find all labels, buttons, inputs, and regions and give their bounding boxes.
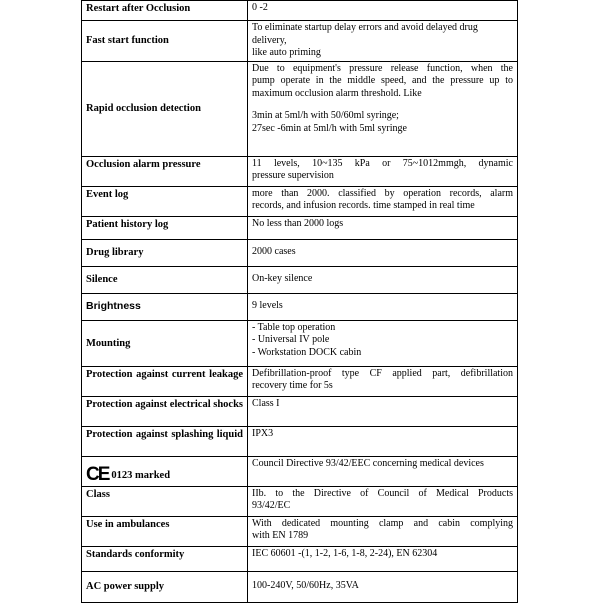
row-value: more than 2000. classified by operation records, alarm records, and infusion records. time stamped in real time	[248, 186, 518, 216]
row-label: Brightness	[82, 293, 248, 320]
table-row	[82, 61, 518, 156]
spec-sheet	[81, 0, 518, 603]
row-label: Protection against current leakage	[82, 366, 248, 396]
table-row	[82, 239, 518, 266]
row-value: No less than 2000 logs	[248, 216, 518, 239]
row-label: Patient history log	[82, 216, 248, 239]
table-row	[82, 21, 518, 62]
table-row	[82, 486, 518, 516]
row-value: To eliminate startup delay errors and avoid delayed drug delivery, like auto priming	[248, 21, 518, 62]
row-value: 2000 cases	[248, 239, 518, 266]
row-value: 9 levels	[248, 293, 518, 320]
row-label: AC power supply	[82, 571, 248, 602]
row-value: With dedicated mounting clamp and cabin complying with EN 1789	[248, 516, 518, 546]
row-value: 0 -2	[248, 1, 518, 21]
table-row	[82, 456, 518, 486]
table-row	[82, 266, 518, 293]
row-label: Fast start function	[82, 21, 248, 62]
table-row	[82, 426, 518, 456]
row-label: Occlusion alarm pressure	[82, 156, 248, 186]
row-value: Defibrillation-proof type CF applied part, defibrillation recovery time for 5s	[248, 366, 518, 396]
ce-label-cell	[82, 456, 248, 486]
table-row	[82, 396, 518, 426]
row-value: IEC 60601 -(1, 1-2, 1-6, 1-8, 2-24), EN 62304	[248, 546, 518, 571]
table-row	[82, 320, 518, 366]
ce-mark: CE	[86, 463, 109, 485]
table-row	[82, 516, 518, 546]
row-label: Class	[82, 486, 248, 516]
row-label: Rapid occlusion detection	[82, 61, 248, 156]
table-row	[82, 571, 518, 602]
row-label: Protection against electrical shocks	[82, 396, 248, 426]
row-label: Restart after Occlusion	[82, 1, 248, 21]
row-label: Silence	[82, 266, 248, 293]
row-value: Council Directive 93/42/EEC concerning medical devices	[248, 456, 518, 486]
table-row	[82, 366, 518, 396]
row-label: Protection against splashing liquid	[82, 426, 248, 456]
row-value: Due to equipment's pressure release function, when the pump operate in the middle speed, and the pressure up to maximum occlusion alarm threshold. Like 3min at 5ml/h with 50/60ml syringe; 27sec -6min at 5ml/h with 5ml syringe	[248, 61, 518, 156]
table-row	[82, 546, 518, 571]
row-value: IPX3	[248, 426, 518, 456]
table-row	[82, 156, 518, 186]
table-row	[82, 186, 518, 216]
row-label: Mounting	[82, 320, 248, 366]
table-row	[82, 293, 518, 320]
row-label: Event log	[82, 186, 248, 216]
row-value: On-key silence	[248, 266, 518, 293]
row-value: Class I	[248, 396, 518, 426]
table-row	[82, 216, 518, 239]
row-label: Standards conformity	[82, 546, 248, 571]
ce-notified-body: 0123 marked	[111, 469, 171, 481]
row-value: 100-240V, 50/60Hz, 35VA	[248, 571, 518, 602]
spec-table	[81, 0, 518, 603]
row-value: 11 levels, 10~135 kPa or 75~1012mmgh, dynamic pressure supervision	[248, 156, 518, 186]
row-label: Drug library	[82, 239, 248, 266]
table-row	[82, 1, 518, 21]
row-value: - Table top operation - Universal IV pole - Workstation DOCK cabin	[248, 320, 518, 366]
row-value: IIb. to the Directive of Council of Medical Products 93/42/EC	[248, 486, 518, 516]
row-label: Use in ambulances	[82, 516, 248, 546]
